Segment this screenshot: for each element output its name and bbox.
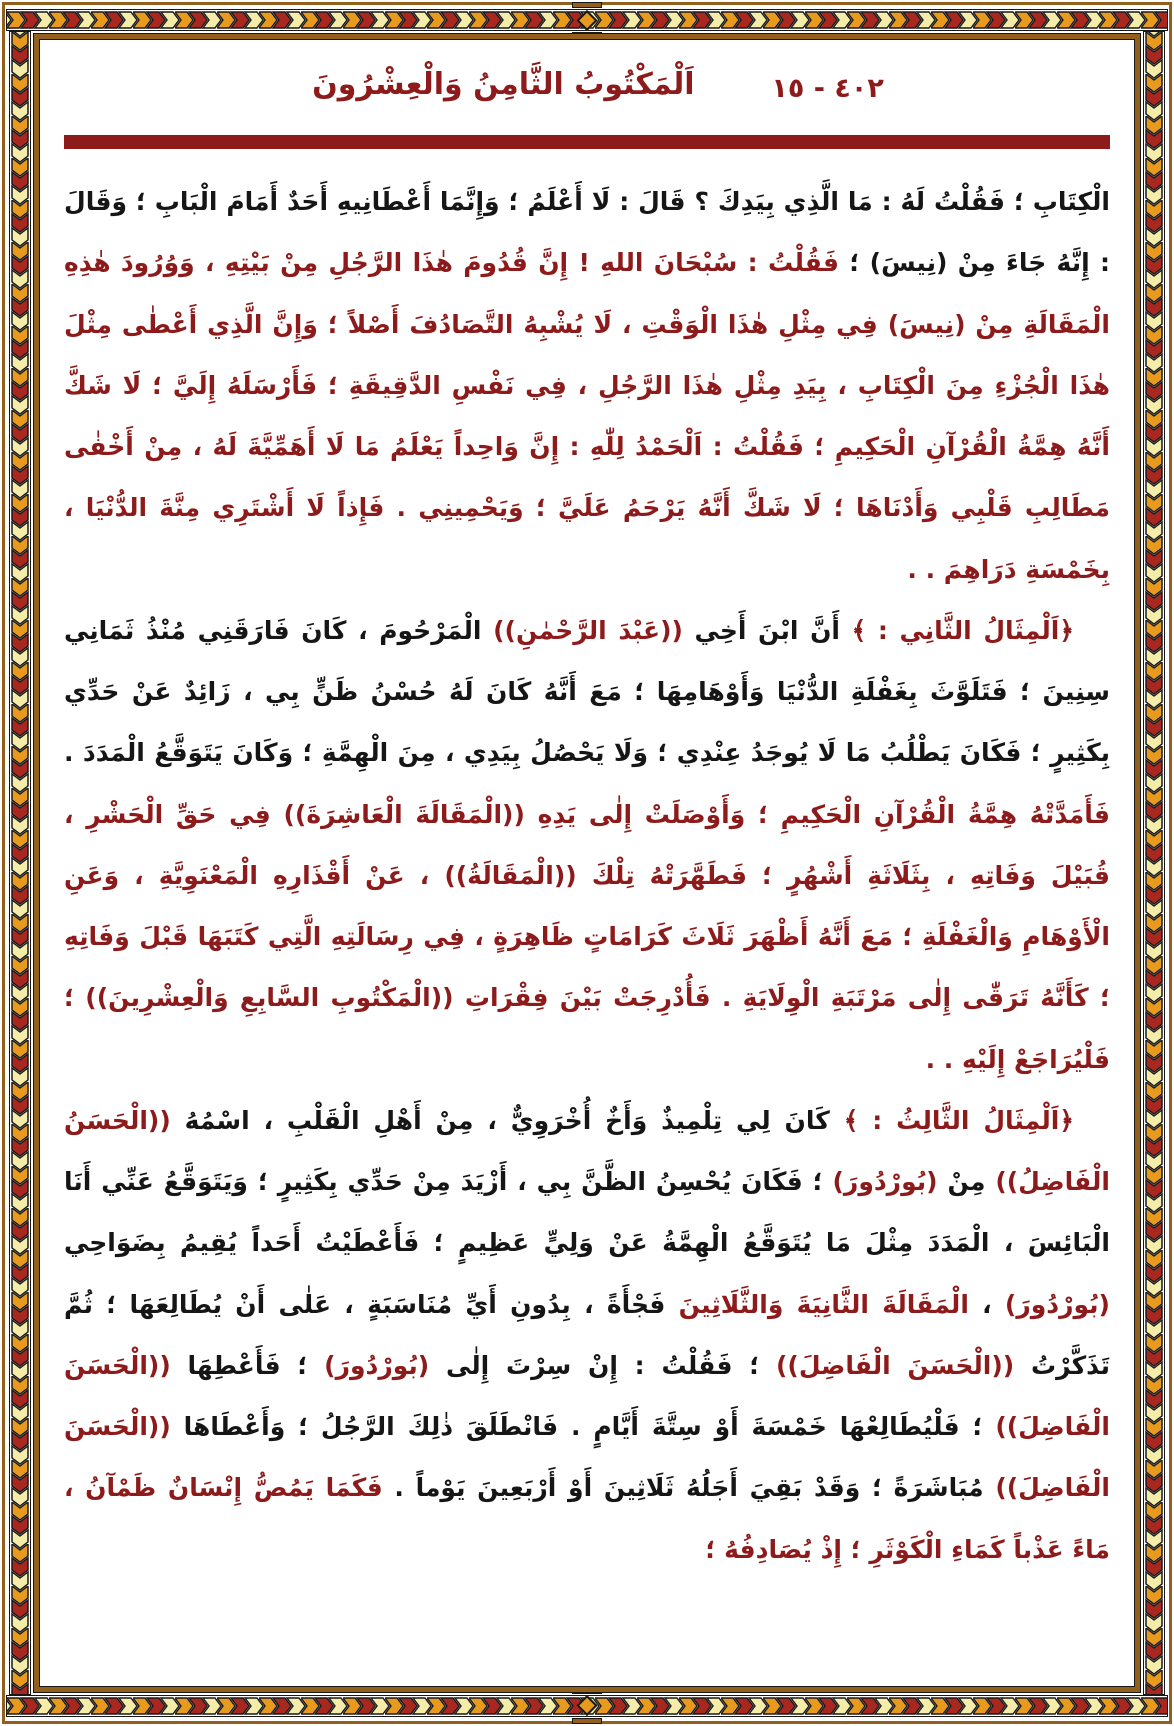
frame-bottom-tab-inner-icon: [572, 1688, 602, 1694]
page-number: ٤٠٢ - ١٥: [771, 73, 884, 104]
text-segment-red: ﴿اَلْمِثَالُ الثَّانِي : ﴾: [840, 615, 1074, 645]
text-segment-black: مِنْ: [937, 1167, 996, 1196]
page-title: اَلْمَكْتُوبُ الثَّامِنُ وَالْعِشْرُونَ: [312, 67, 695, 102]
header-double-rule: [64, 135, 1110, 149]
text-segment-black: الْكِتَابِ ؛ فَقُلْتُ لَهُ : مَا الَّذِي بِيَدِكَ ؟ قَالَ : لَا أَعْلَمُ ؛ وَإِنَّمَا أَعْطَانِيهِ أَحَدٌ أَمَامَ الْبَابِ ؛ وَقَالَ : إِنَّهُ جَاءَ مِنْ (نِيسَ) ؛: [64, 187, 1110, 278]
frame-bottom-tab-outer-icon: [572, 1718, 602, 1724]
text-segment-red: فَقُلْتُ : سُبْحَانَ اللهِ ! إِنَّ قُدُومَ هٰذَا الرَّجُلِ مِنْ بَيْتِهِ ، وَوُرُودَ هٰذِهِ الْمَقَالَةِ مِنْ (نِيسَ) فِي مِثْلِ هٰذَا الْوَقْتِ ، لَا يُشْبِهُ التَّصَادُفَ أَصْلاً ؛ وَإِنَّ الَّذِي أَعْطٰى مِثْلَ هٰذَا الْجُزْءِ مِنَ الْكِتَابِ ، بِيَدِ مِثْلِ هٰذَا الرَّجُلِ ، فِي نَفْسِ الدَّقِيقَةِ ؛ فَأَرْسَلَهُ إِلَيَّ ؛ لَا شَكَّ أَنَّهُ هِمَّةُ الْقُرْآنِ الْحَكِيمِ ؛ فَقُلْتُ : اَلْحَمْدُ لِلّٰهِ : إِنَّ وَاحِداً يَعْلَمُ مَا لَا أَهَمِّيَّةَ لَهُ ، مِنْ أَخْفٰى مَطَالِبِ قَلْبِي وَأَدْنَاهَا ؛ لَا شَكَّ أَنَّهُ يَرْحَمُ عَلَيَّ ؛ وَيَحْمِينِي . فَإِذاً لَا أَشْتَرِي مِنَّةَ الدُّنْيَا ، بِخَمْسَةِ دَرَاهِمَ . .: [64, 248, 1110, 584]
text-segment-red: (بُورْدُورَ): [324, 1350, 430, 1380]
frame-border-right: [1143, 31, 1165, 1695]
frame-top-tab-inner-icon: [572, 32, 602, 38]
text-segment-red: ((الْحَسَنَ الْفَاضِلَ)): [64, 1412, 1110, 1503]
text-segment-black: أَنَّ ابْنَ أَخِي: [682, 615, 841, 645]
paragraph-2: [64, 600, 1110, 1090]
text-segment-black: كَانَ لِي تِلْمِيذٌ وَأَخٌ أُخْرَوِيٌّ ، مِنْ أَهْلِ الْقَلْبِ ، اسْمُهُ: [170, 1105, 830, 1135]
text-segment-black: ؛ فَقُلْتُ : إِنْ سِرْتَ إِلٰى: [429, 1350, 776, 1380]
frame-top-tab-outer-icon: [572, 2, 602, 8]
text-segment-red: الْمَقَالَةَ الثَّانِيَةَ وَالثَّلَاثِينَ: [665, 1289, 969, 1319]
text-segment-black: ؛ فَلْيُطَالِعْهَا خَمْسَةَ أَوْ سِتَّةَ أَيَّامٍ . فَانْطَلَقَ ذٰلِكَ الرَّجُلُ ؛ وَأَعْطَاهَا: [170, 1412, 996, 1441]
text-segment-black: ؛ فَأَعْطِهَا: [170, 1350, 325, 1380]
text-segment-red: ((الْحَسَنُ الْفَاضِلُ)): [64, 1105, 1110, 1196]
text-segment-red: (بُورْدُورَ): [832, 1167, 938, 1196]
text-segment-black: الْمَرْحُومَ ، كَانَ فَارَقَنِي مُنْذُ ثَمَانِي سِنِينَ ؛ فَتَلَوَّثَ بِغَفْلَةِ الدُّنْيَا وَأَوْهَامِهَا ؛ مَعَ أَنَّهُ كَانَ لَهُ حُسْنُ ظَنٍّ بِي ، زَائِدٌ عَنْ حَدِّي بِكَثِيرٍ ؛ فَكَانَ يَطْلُبُ مَا لَا يُوجَدُ عِنْدِي ؛ وَلَا يَحْصُلُ بِيَدِي ، مِنَ الْهِمَّةِ ؛ وَكَانَ يَتَوَقَّعُ الْمَدَدَ .: [64, 615, 1110, 768]
paragraph-3: [64, 1090, 1110, 1580]
text-segment-red: ((عَبْدَ الرَّحْمٰنِ)): [493, 615, 683, 645]
text-segment-black: فَجْأَةً ، بِدُونِ أَيِّ مُنَاسَبَةٍ ، عَلٰى أَنْ يُطَالِعَهَا ؛ ثُمَّ تَذَكَّرْتُ: [64, 1289, 1110, 1380]
text-segment-red: ((الْحَسَنَ الْفَاضِلَ)): [64, 1350, 1110, 1441]
frame-border-left: [9, 31, 31, 1695]
body-text: [64, 171, 1110, 1580]
text-segment-black: ؛ فَكَانَ يُحْسِنُ الظَّنَّ بِي ، أَزْيَدَ مِنْ حَدِّي بِكَثِيرٍ ؛ وَيَتَوَقَّعُ عَنِّي أَنَا الْبَائِسَ ، الْمَدَدَ مِثْلَ مَا يُتَوَقَّعُ الْهِمَّةُ عَنْ وَلِيٍّ عَظِيمٍ ؛ فَأَعْطَيْتُ أَحَداً يُقِيمُ بِضَوَاحِي: [64, 1167, 1110, 1258]
text-segment-red: فَكَمَا يَمُصُّ إِنْسَانٌ ظَمْآنُ ، مَاءً عَذْباً كَمَاءِ الْكَوْثَرِ ؛ إِذْ يُصَادِفُهُ ؛: [64, 1473, 1110, 1564]
text-segment-red: ﴿اَلْمِثَالُ الثَّالِثُ : ﴾: [829, 1105, 1074, 1135]
text-segment-black: مُبَاشَرَةً ؛ وَقَدْ بَقِيَ أَجَلُهُ ثَلَاثِينَ أَوْ أَرْبَعِينَ يَوْماً .: [382, 1473, 996, 1503]
page-content: [58, 41, 1116, 1681]
paragraph-1: [64, 171, 1110, 600]
text-segment-red: فَأَمَدَّتْهُ هِمَّةُ الْقُرْآنِ الْحَكِيمِ ؛ وَأَوْصَلَتْ إِلٰى يَدِهِ ((الْمَقَالَةَ الْعَاشِرَةَ)) فِي حَقِّ الْحَشْرِ ، قُبَيْلَ وَفَاتِهِ ، بِثَلَاثَةِ أَشْهُرٍ ؛ فَطَهَّرَتْهُ تِلْكَ ((الْمَقَالَةُ)) ، عَنْ أَقْذَارِهِ الْمَعْنَوِيَّةِ ، وَعَنِ الْأَوْهَامِ وَالْغَفْلَةِ ؛ مَعَ أَنَّهُ أَظْهَرَ ثَلَاثَ كَرَامَاتٍ ظَاهِرَةٍ ، فِي رِسَالَتِهِ الَّتِي كَتَبَهَا قَبْلَ وَفَاتِهِ ؛ كَأَنَّهُ تَرَقّٰى إِلٰى مَرْتَبَةِ الْوِلَايَةِ . فَأُدْرِجَتْ بَيْنَ فِقْرَاتِ ((الْمَكْتُوبِ السَّابِعِ وَالْعِشْرِينَ)) ؛ فَلْيُرَاجَعْ إِلَيْهِ . .: [64, 799, 1110, 1074]
text-segment-red: (بُورْدُورَ): [1004, 1289, 1110, 1319]
text-segment-black: ،: [968, 1289, 1005, 1319]
page-header: [64, 65, 1110, 127]
text-segment-red: ((الْحَسَنَ الْفَاضِلَ)): [776, 1350, 1015, 1380]
